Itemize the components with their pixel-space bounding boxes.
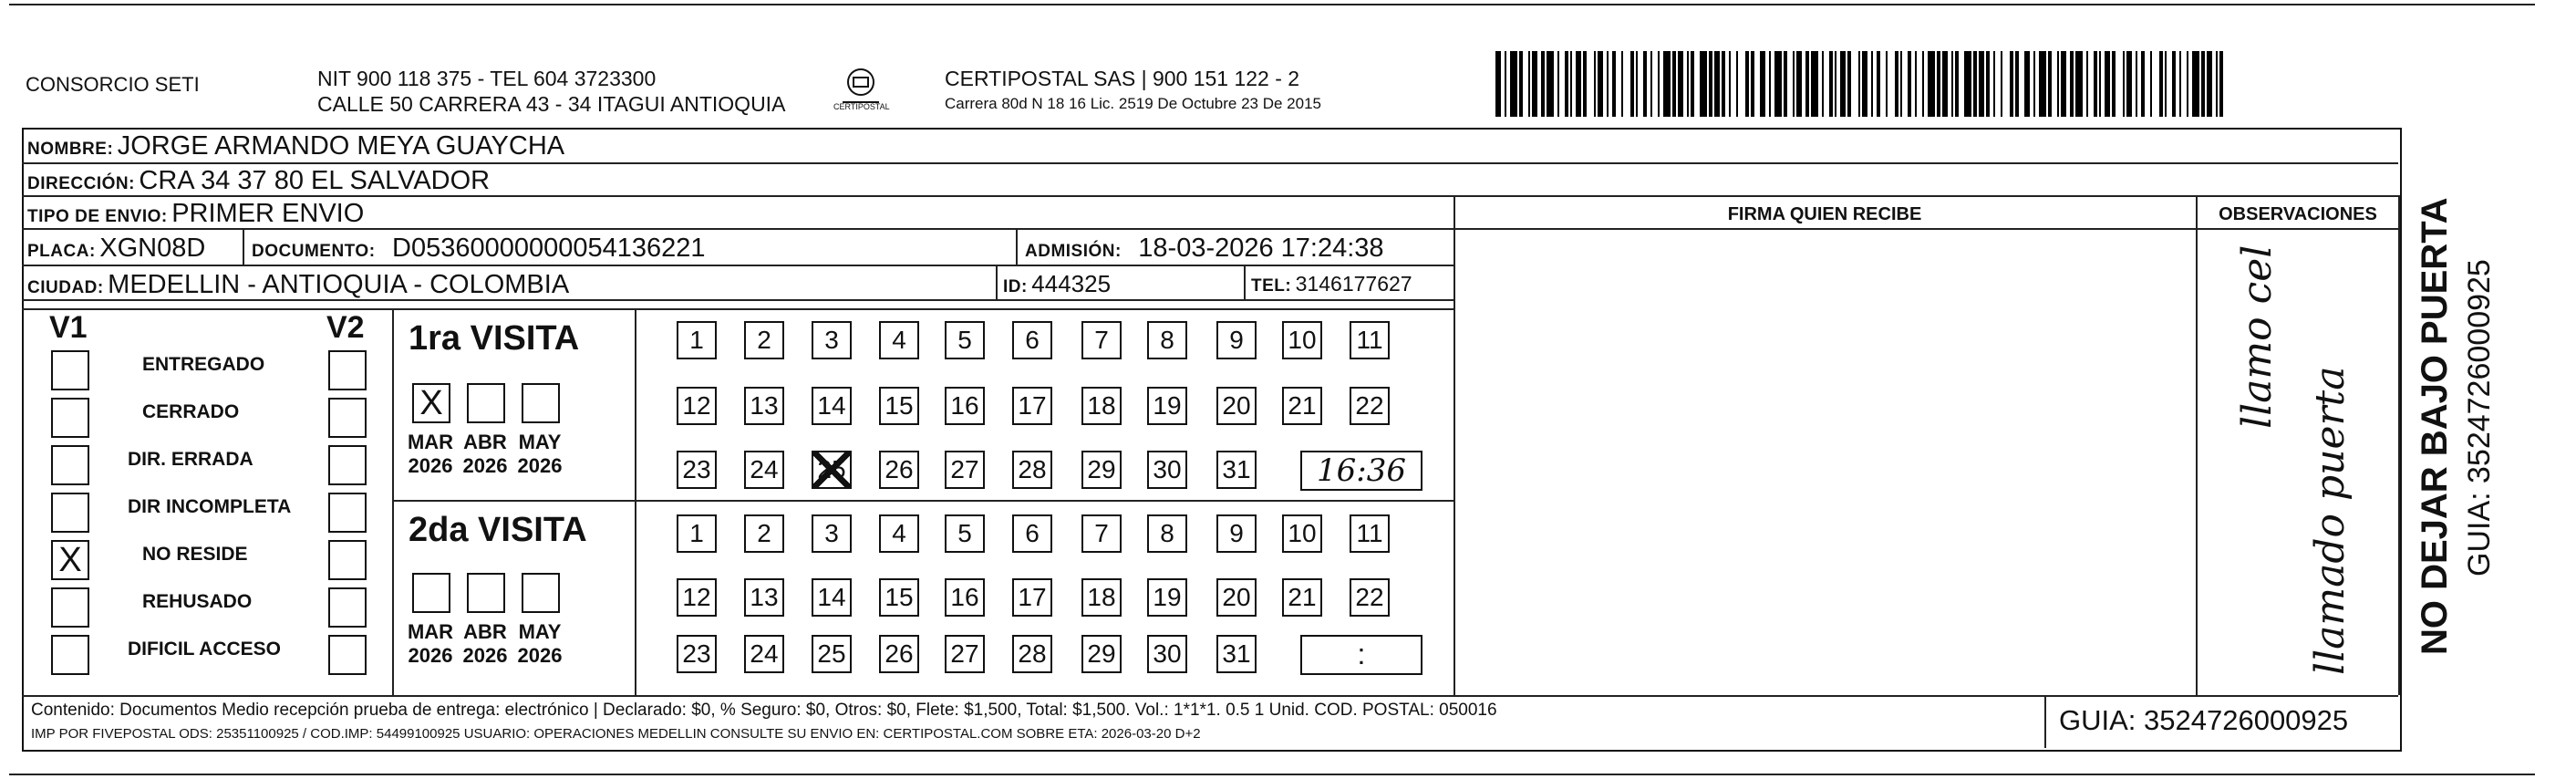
day-box[interactable]: 16	[945, 387, 985, 425]
barcode-bar	[1840, 51, 1846, 117]
barcode-bar	[1937, 51, 1940, 117]
barcode-bar	[1908, 51, 1911, 117]
month-caption	[512, 431, 567, 478]
documento-row	[252, 234, 706, 264]
barcode-bar	[1607, 51, 1609, 117]
barcode-bar	[1973, 51, 1977, 117]
day-box[interactable]: 28	[1012, 635, 1052, 673]
v2-label: V2	[326, 310, 365, 345]
barcode-bar	[1877, 51, 1880, 117]
v2-checkbox[interactable]	[328, 350, 367, 390]
barcode-bar	[2201, 51, 2205, 117]
barcode-bar	[1805, 51, 1809, 117]
barcode-bar	[1822, 51, 1824, 117]
certipostal-line: CERTIPOSTAL SAS | 900 151 122 - 2	[945, 67, 1300, 90]
tel-label: TEL:	[1251, 276, 1292, 296]
month-checkbox[interactable]	[522, 573, 560, 613]
day-box[interactable]: 31	[1216, 451, 1257, 489]
barcode-bar	[1993, 51, 1995, 117]
observaciones-header: OBSERVACIONES	[2219, 204, 2377, 224]
barcode-bar	[1630, 51, 1634, 117]
v1-checkbox[interactable]	[51, 635, 89, 675]
v2-checkbox[interactable]	[328, 398, 367, 438]
day-box[interactable]: 13	[744, 578, 784, 617]
day-box[interactable]: 27	[945, 635, 985, 673]
day-box[interactable]: 15	[879, 387, 919, 425]
day-box[interactable]: 4	[879, 514, 919, 553]
v1-label: V1	[49, 310, 88, 345]
nombre-row	[27, 131, 564, 161]
month-checkbox[interactable]: X	[412, 383, 450, 423]
day-box[interactable]: 14	[812, 578, 852, 617]
month-label: ABR	[463, 431, 507, 453]
barcode-bar	[1570, 51, 1572, 117]
month-caption	[458, 620, 512, 668]
day-box[interactable]: 18	[1081, 578, 1122, 617]
barcode-bar	[2075, 51, 2083, 117]
day-box[interactable]: 8	[1147, 514, 1187, 553]
reason-label: DIR INCOMPLETA	[128, 496, 292, 517]
tipo-row	[27, 199, 364, 229]
reason-label: DIR. ERRADA	[128, 449, 253, 470]
ciudad-value: MEDELLIN - ANTIOQUIA - COLOMBIA	[108, 270, 570, 299]
barcode-bar	[2039, 51, 2046, 117]
barcode-bar	[2024, 51, 2030, 117]
day-box[interactable]: 24	[744, 635, 784, 673]
barcode-bar	[1829, 51, 1833, 117]
direccion-label: DIRECCIÓN:	[27, 174, 135, 193]
day-box[interactable]: 31	[1216, 635, 1257, 673]
day-box[interactable]: 1	[677, 514, 717, 553]
reason-label: REHUSADO	[142, 591, 253, 612]
id-value: 444325	[1031, 270, 1112, 297]
month-checkbox[interactable]	[412, 573, 450, 613]
day-box[interactable]: 19	[1147, 387, 1187, 425]
barcode-bar	[1751, 51, 1754, 117]
day-box[interactable]: 29	[1081, 635, 1122, 673]
nombre-label: NOMBRE:	[27, 140, 114, 159]
barcode-bar	[2192, 51, 2199, 117]
barcode-bar	[1678, 51, 1683, 117]
barcode-bar	[2187, 51, 2188, 117]
second-visit-title: 2da VISITA	[409, 511, 587, 549]
barcode-bar	[1505, 51, 1506, 117]
barcode-bar	[1691, 51, 1694, 117]
day-box[interactable]: 17	[1012, 578, 1052, 617]
day-box[interactable]: 5	[945, 321, 985, 359]
barcode-bar	[2141, 51, 2145, 117]
month-label: MAR	[407, 620, 454, 643]
barcode-bar	[1565, 51, 1568, 117]
barcode-bar	[1612, 51, 1616, 117]
footer-imp: IMP POR FIVEPOSTAL ODS: 25351100925 / COD.IMP: 54499100925 USUARIO: OPERACIONES MEDELLIN CONSULTE SU ENVIO EN: CERTIPOSTAL.COM SOBRE ETA: 2026-03-20 D+2	[31, 726, 1201, 742]
barcode-bar	[2001, 51, 2002, 117]
barcode-bar	[1736, 51, 1738, 117]
day-box[interactable]: 2	[744, 321, 784, 359]
barcode-bar	[1643, 51, 1647, 117]
day-box[interactable]: 21	[1282, 387, 1322, 425]
barcode-bar	[1986, 51, 1990, 117]
barcode-bar	[1796, 51, 1802, 117]
day-box[interactable]: 12	[677, 387, 717, 425]
day-box[interactable]: 26	[879, 635, 919, 673]
barcode-bar	[1576, 51, 1581, 117]
month-label: MAY	[518, 620, 562, 643]
barcode-bar	[1847, 51, 1851, 117]
day-box[interactable]: 28	[1012, 451, 1052, 489]
barcode-bar	[1583, 51, 1587, 117]
handwritten-note-1: llamo cel	[2234, 244, 2281, 429]
barcode-bar	[1915, 51, 1917, 117]
documento-value: D05360000000054136221	[392, 234, 706, 263]
barcode-bar	[1979, 51, 1984, 117]
barcode-bar	[1871, 51, 1873, 117]
barcode-bar	[1729, 51, 1731, 117]
year-label: 2026	[517, 644, 563, 667]
barcode-bar	[1793, 51, 1795, 117]
day-box[interactable]: 26	[879, 451, 919, 489]
day-box[interactable]: 9	[1216, 514, 1257, 553]
barcode-bar	[2105, 51, 2110, 117]
top-edge	[9, 4, 2535, 5]
month-caption	[458, 431, 512, 478]
barcode-bar	[1547, 51, 1554, 117]
day-box[interactable]: 25	[812, 451, 852, 489]
handwritten-note-2: llamado puerta	[2307, 366, 2354, 675]
barcode-bar	[2070, 51, 2074, 117]
barcode-bar	[1722, 51, 1725, 117]
day-box[interactable]: 6	[1012, 321, 1052, 359]
admision-label: ADMISIÓN:	[1025, 242, 1122, 261]
barcode-bar	[1709, 51, 1712, 117]
barcode-bar	[1858, 51, 1860, 117]
month-checkbox[interactable]	[467, 573, 505, 613]
day-box[interactable]: 3	[812, 321, 852, 359]
barcode-bar	[1532, 51, 1537, 117]
first-visit-title: 1ra VISITA	[409, 319, 580, 358]
barcode-bar	[2207, 51, 2212, 117]
day-box[interactable]: 23	[677, 635, 717, 673]
day-box[interactable]: 9	[1216, 321, 1257, 359]
barcode-bar	[2179, 51, 2181, 117]
license-line: Carrera 80d N 18 16 Lic. 2519 De Octubre 23 De 2015	[945, 95, 1321, 112]
barcode-bar	[2048, 51, 2052, 117]
day-box[interactable]: 17	[1012, 387, 1052, 425]
day-box[interactable]: 25	[812, 635, 852, 673]
placa-label: PLACA:	[27, 242, 96, 261]
tipo-label: TIPO DE ENVIO:	[27, 207, 168, 226]
barcode-bar	[1528, 51, 1530, 117]
barcode-bar	[1621, 51, 1623, 117]
barcode-bar	[1650, 51, 1652, 117]
month-checkbox[interactable]	[522, 383, 560, 423]
barcode-bar	[1922, 51, 1924, 117]
id-label: ID:	[1003, 277, 1028, 296]
barcode-bar	[1784, 51, 1787, 117]
admision-value: 18-03-2026 17:24:38	[1138, 234, 1384, 263]
barcode-bar	[1769, 51, 1771, 117]
day-box[interactable]: 29	[1081, 451, 1122, 489]
v1-checkbox[interactable]	[51, 493, 89, 533]
v1-checkbox[interactable]	[51, 445, 89, 485]
day-box[interactable]: 11	[1350, 321, 1390, 359]
barcode-bar	[1760, 51, 1765, 117]
v1-checkbox[interactable]	[51, 350, 89, 390]
month-label: MAR	[407, 431, 454, 453]
reason-label: ENTREGADO	[142, 354, 265, 375]
barcode-bar	[1895, 51, 1898, 117]
day-box[interactable]: 2	[744, 514, 784, 553]
company-name: CONSORCIO SETI	[26, 73, 200, 96]
no-dejar-text: NO DEJAR BAJO PUERTA	[2415, 197, 2455, 655]
ciudad-label: CIUDAD:	[27, 278, 104, 297]
direccion-value: CRA 34 37 80 EL SALVADOR	[139, 166, 491, 195]
tipo-value: PRIMER ENVIO	[171, 199, 365, 228]
barcode-bar	[2219, 51, 2223, 117]
barcode-bar	[1862, 51, 1867, 117]
reason-label: DIFICIL ACCESO	[128, 639, 282, 660]
barcode-bar	[1714, 51, 1720, 117]
firma-header: FIRMA QUIEN RECIBE	[1727, 204, 1922, 224]
tel-row	[1251, 272, 1412, 296]
barcode-bar	[1636, 51, 1638, 117]
v2-checkbox[interactable]	[328, 445, 367, 485]
tel-value: 3146177627	[1295, 272, 1412, 296]
month-caption	[512, 620, 567, 668]
first-visit-time[interactable]: 16:36	[1300, 451, 1422, 491]
barcode-bar	[1900, 51, 1902, 117]
v2-checkbox[interactable]	[328, 493, 367, 533]
barcode-bar	[1955, 51, 1959, 117]
barcode-bar	[1886, 51, 1888, 117]
year-label: 2026	[462, 644, 508, 667]
day-box[interactable]: 3	[812, 514, 852, 553]
address-line: CALLE 50 CARRERA 43 - 34 ITAGUI ANTIOQUIA	[317, 92, 786, 116]
barcode-bar	[2033, 51, 2035, 117]
barcode-bar	[1598, 51, 1603, 117]
barcode-bar	[1928, 51, 1935, 117]
v2-checkbox[interactable]	[328, 587, 367, 628]
v2-checkbox[interactable]	[328, 540, 367, 580]
barcode-bar	[2086, 51, 2088, 117]
barcode-bar	[1519, 51, 1523, 117]
barcode-bar	[2015, 51, 2019, 117]
placa-value: XGN08D	[99, 234, 206, 263]
day-box[interactable]: 11	[1350, 514, 1390, 553]
day-box[interactable]: 1	[677, 321, 717, 359]
reason-label: NO RESIDE	[142, 544, 248, 565]
barcode-bar	[2150, 51, 2152, 117]
month-checkbox[interactable]	[467, 383, 505, 423]
month-label: MAY	[518, 431, 562, 453]
day-box[interactable]: 16	[945, 578, 985, 617]
day-box[interactable]: 20	[1216, 578, 1257, 617]
day-box[interactable]: 30	[1147, 635, 1187, 673]
ciudad-row	[27, 270, 569, 300]
second-visit-time[interactable]: :	[1300, 635, 1422, 675]
barcode-bar	[2126, 51, 2132, 117]
day-box[interactable]: 8	[1147, 321, 1187, 359]
day-box[interactable]: 27	[945, 451, 985, 489]
day-box[interactable]: 13	[744, 387, 784, 425]
day-box[interactable]: 7	[1081, 514, 1122, 553]
day-box[interactable]: 22	[1350, 387, 1390, 425]
barcode-bar	[2112, 51, 2116, 117]
barcode-bar	[1951, 51, 1953, 117]
barcode-bar	[1774, 51, 1782, 117]
barcode-bar	[2061, 51, 2066, 117]
year-label: 2026	[408, 454, 453, 477]
placa-row	[27, 234, 205, 264]
barcode-bar	[1745, 51, 1749, 117]
footer-guia: GUIA: 3524726000925	[2059, 704, 2349, 736]
barcode-bar	[1672, 51, 1676, 117]
barcode-bar	[1495, 51, 1501, 117]
day-box[interactable]: 22	[1350, 578, 1390, 617]
id-row	[1003, 270, 1111, 298]
barcode-bar	[2010, 51, 2013, 117]
reason-label: CERRADO	[142, 401, 240, 422]
barcode-bar	[1942, 51, 1948, 117]
day-box[interactable]: 14	[812, 387, 852, 425]
barcode-bar	[1964, 51, 1971, 117]
day-box[interactable]: 10	[1282, 514, 1322, 553]
v1-checkbox[interactable]: X	[51, 540, 89, 580]
day-box[interactable]: 24	[744, 451, 784, 489]
barcode-bar	[1510, 51, 1517, 117]
day-box[interactable]: 15	[879, 578, 919, 617]
day-box[interactable]: 23	[677, 451, 717, 489]
day-box[interactable]: 21	[1282, 578, 1322, 617]
year-label: 2026	[408, 644, 453, 667]
admision-row	[1025, 234, 1384, 264]
day-box[interactable]: 18	[1081, 387, 1122, 425]
barcode-bar	[2172, 51, 2176, 117]
barcode-bar	[2099, 51, 2101, 117]
v1-checkbox[interactable]	[51, 398, 89, 438]
barcode-bar	[1594, 51, 1596, 117]
logo-text: CERTIPOSTAL	[833, 102, 890, 111]
barcode-bar	[2123, 51, 2125, 117]
barcode-bar	[2159, 51, 2163, 117]
barcode-bar	[2057, 51, 2059, 117]
barcode-bar	[1835, 51, 1836, 117]
barcode-bar	[1541, 51, 1545, 117]
day-box[interactable]: 7	[1081, 321, 1122, 359]
day-box[interactable]: 19	[1147, 578, 1187, 617]
day-box[interactable]: 12	[677, 578, 717, 617]
barcode-bar	[2216, 51, 2218, 117]
day-box[interactable]: 10	[1282, 321, 1322, 359]
barcode-bar	[1687, 51, 1689, 117]
day-box[interactable]: 20	[1216, 387, 1257, 425]
month-label: ABR	[463, 620, 507, 643]
barcode-bar	[2165, 51, 2167, 117]
day-box[interactable]: 5	[945, 514, 985, 553]
barcode-bar	[2136, 51, 2137, 117]
side-guia: GUIA: 3524726000925	[2462, 259, 2497, 576]
month-caption	[403, 620, 458, 668]
nit-line: NIT 900 118 375 - TEL 604 3723300	[317, 67, 657, 90]
direccion-row	[27, 166, 490, 196]
barcode-bar	[1663, 51, 1671, 117]
barcode-bar	[1811, 51, 1818, 117]
barcode-bar	[1700, 51, 1707, 117]
documento-label: DOCUMENTO:	[252, 242, 376, 261]
footer-content: Contenido: Documentos Medio recepción prueba de entrega: electrónico | Declarado: $0, % Seguro: $0, Otros: $0, Flete: $1,500, Total: $1,500. Vol.: 1*1*1. 0.5 1 Unid. COD. POSTAL: 050016	[31, 701, 1497, 720]
bottom-edge	[9, 774, 2535, 775]
barcode-bar	[2094, 51, 2097, 117]
day-box[interactable]: 4	[879, 321, 919, 359]
day-box[interactable]: 6	[1012, 514, 1052, 553]
v1-checkbox[interactable]	[51, 587, 89, 628]
barcode-bar	[1658, 51, 1660, 117]
year-label: 2026	[462, 454, 508, 477]
barcode	[1495, 51, 2225, 117]
month-caption	[403, 431, 458, 478]
year-label: 2026	[517, 454, 563, 477]
nombre-value: JORGE ARMANDO MEYA GUAYCHA	[117, 131, 565, 161]
barcode-bar	[1557, 51, 1559, 117]
day-box[interactable]: 30	[1147, 451, 1187, 489]
v2-checkbox[interactable]	[328, 635, 367, 675]
